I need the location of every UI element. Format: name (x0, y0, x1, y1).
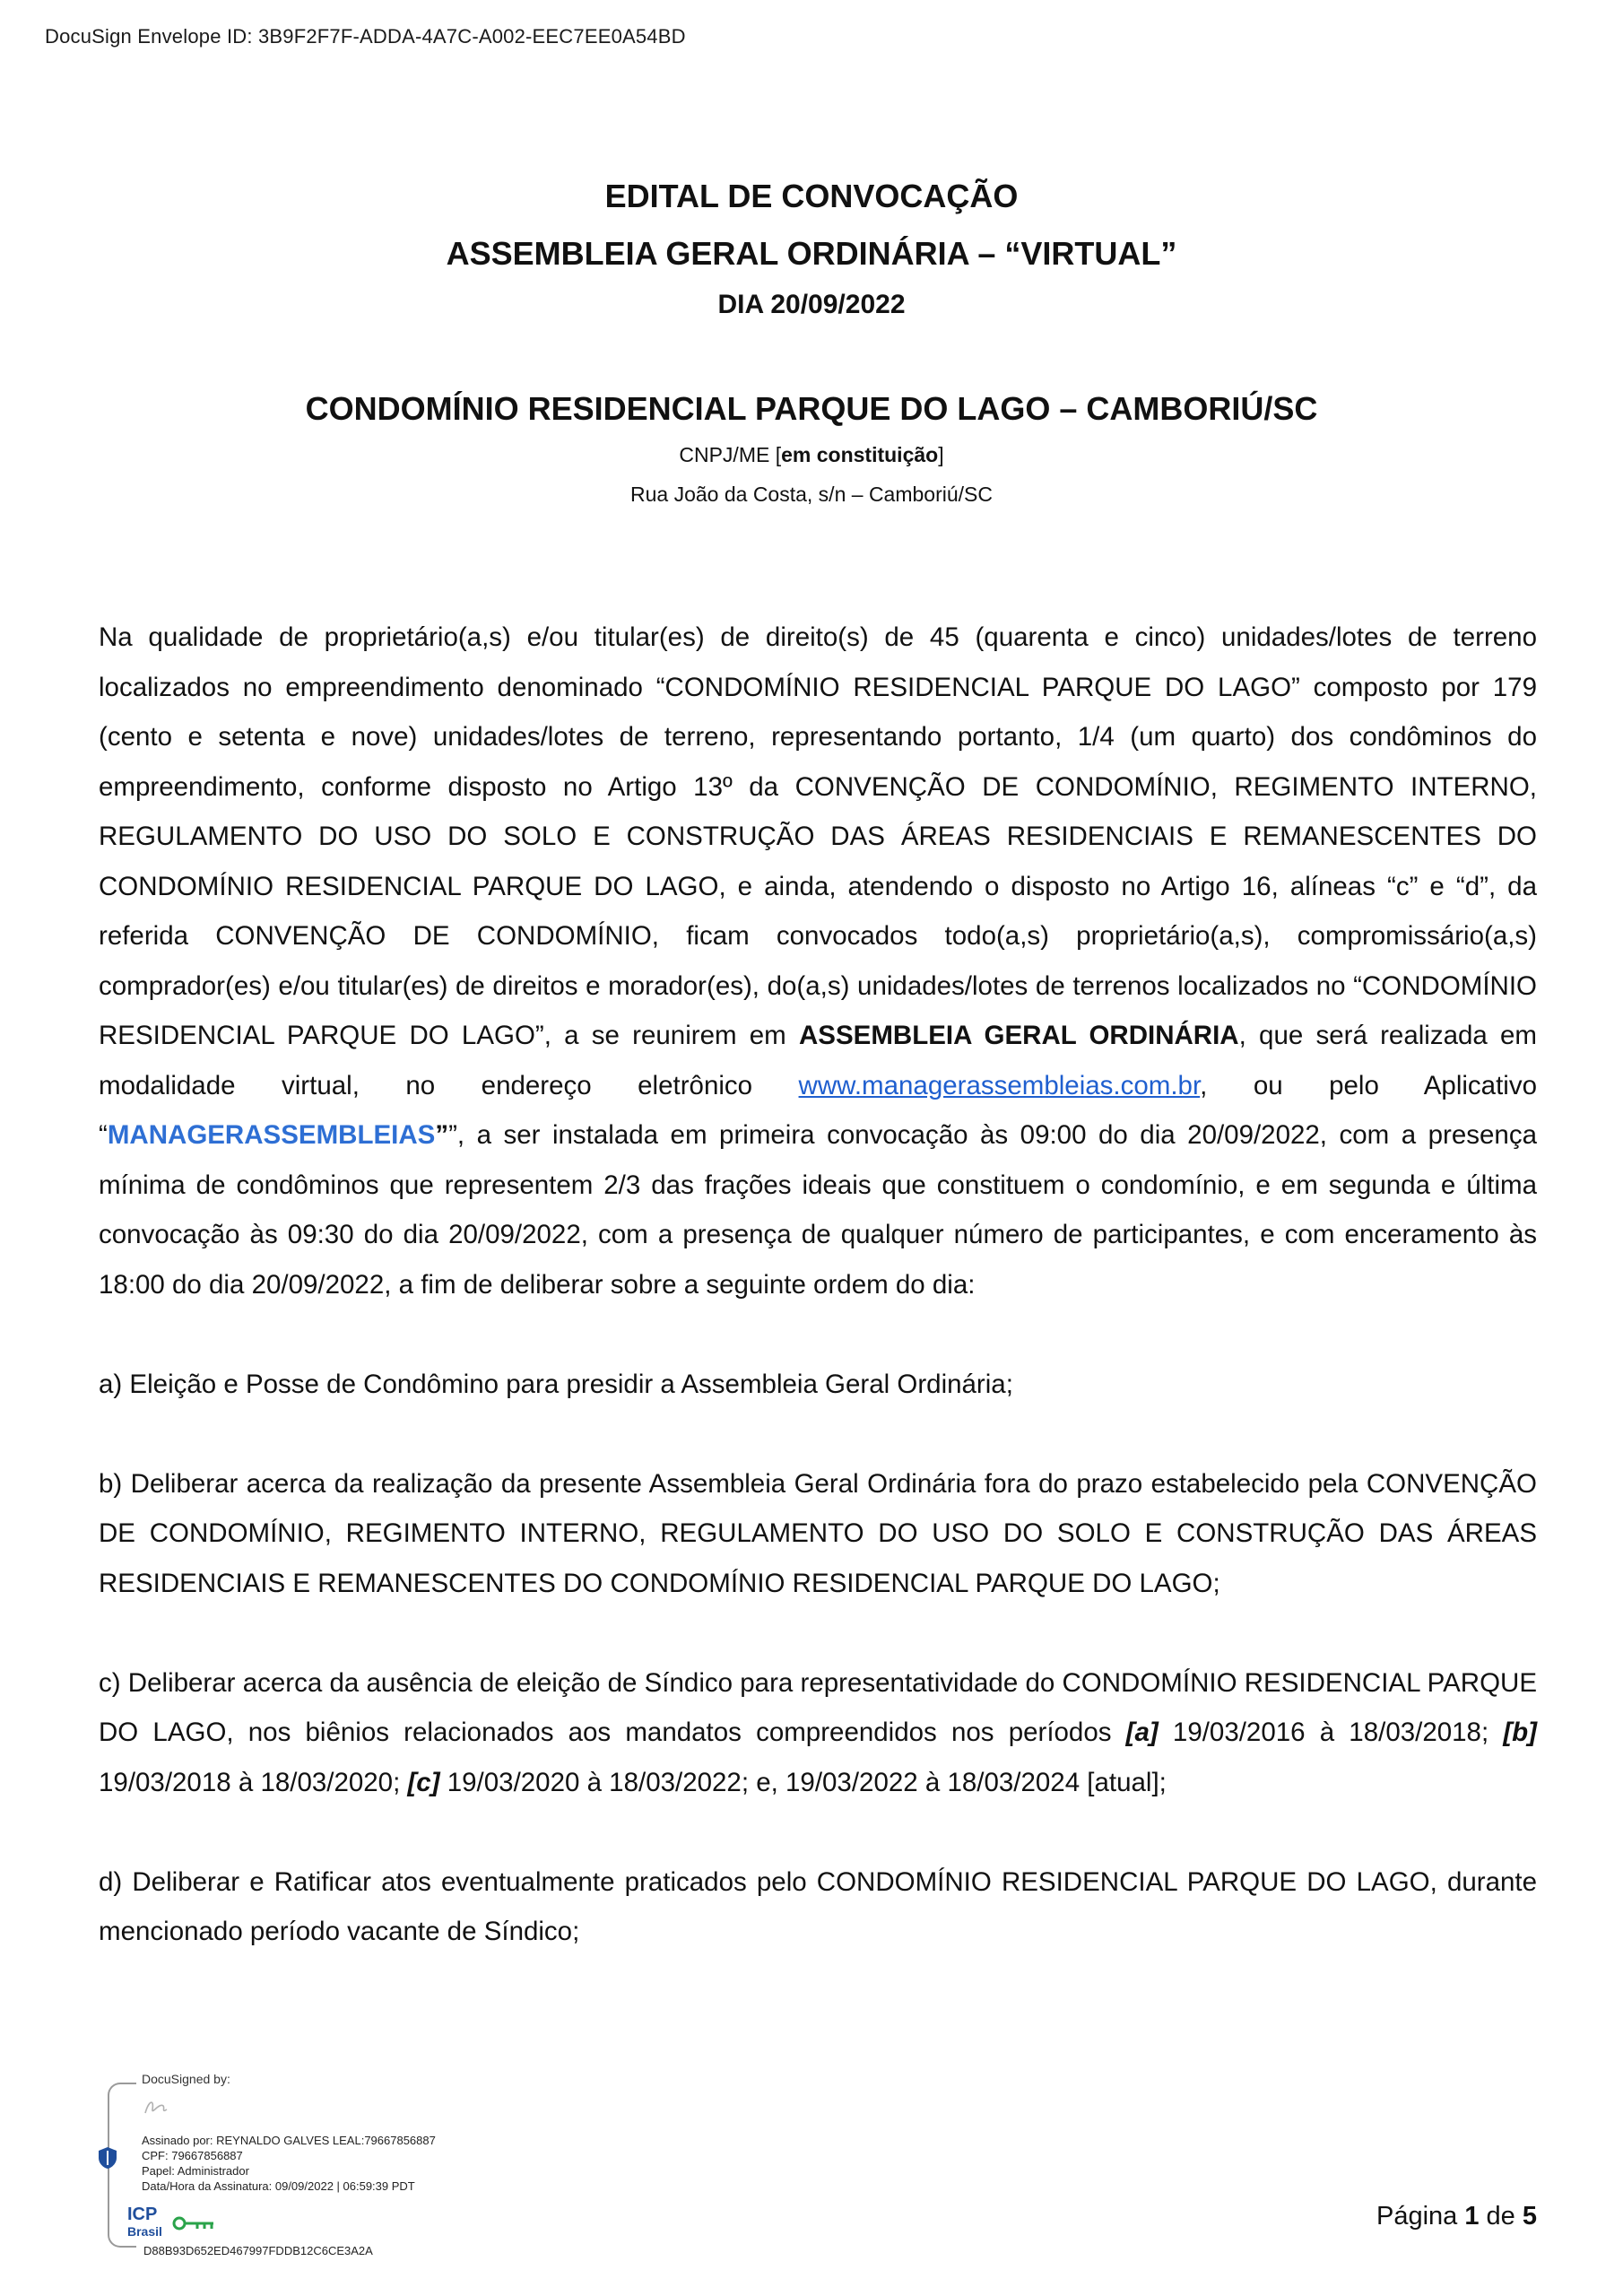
docusigned-by-label: DocuSigned by: (142, 2072, 230, 2086)
docusign-envelope-id: DocuSign Envelope ID: 3B9F2F7F-ADDA-4A7C-A002-EEC7EE0A54BD (45, 25, 686, 48)
signer-cpf: CPF: 79667856887 (142, 2149, 243, 2162)
document-title: EDITAL DE CONVOCAÇÃO (604, 178, 1019, 214)
cnpj-prefix: CNPJ/ME [ (679, 443, 782, 466)
signature-datetime: Data/Hora da Assinatura: 09/09/2022 | 06:59:39 PDT (142, 2179, 415, 2193)
agenda-text: 19/03/2020 à 18/03/2022; e, 19/03/2022 à 18/03/2024 [atual]; (439, 1767, 1167, 1797)
brasil-logo-text: Brasil (127, 2224, 162, 2239)
website-link[interactable]: www.managerassembleias.com.br (798, 1070, 1201, 1100)
page-prefix: Página (1376, 2202, 1465, 2231)
total-pages: 5 (1522, 2202, 1537, 2231)
period-marker-b: [b] (1503, 1718, 1537, 1747)
signature-hash: D88B93D652ED467997FDDB12C6CE3A2A (143, 2244, 373, 2257)
signer-role: Papel: Administrador (142, 2164, 249, 2178)
agenda-item-a: a) Eleição e Posse de Condômino para presidir a Assembleia Geral Ordinária; (99, 1369, 1013, 1399)
icp-logo-text: ICP (127, 2205, 158, 2224)
cnpj-status: em constituição (781, 443, 939, 466)
cnpj-line (0, 443, 1623, 467)
agenda-text: 19/03/2016 à 18/03/2018; (1158, 1718, 1504, 1747)
paragraph-text: Na qualidade de proprietário(a,s) e/ou titular(es) de direito(s) de 45 (quarenta e cinco) unidades/lotes de terreno localizados no empreendimento denominado “CONDOMÍNIO RESIDENCIAL PARQUE DO LAGO” composto por 179 (cento e setenta e nove) unidades/lotes de terreno, representando portanto, 1/4 (um quarto) dos condôminos do empreendimento, conforme disposto no Artigo 13º da CONVENÇÃO DE CONDOMÍNIO, REGIMENTO INTERNO, REGULAMENTO DO USO DO SOLO E CONSTRUÇÃO DAS ÁREAS RESIDENCIAIS E REMANESCENTES DO CONDOMÍNIO RESIDENCIAL PARQUE DO LAGO, e ainda, atendendo o disposto no Artigo 16, alíneas “c” e “d”, da referida CONVENÇÃO DE CONDOMÍNIO, ficam convocados todo(a,s) proprietário(a,s), compromissário(a,s) comprador(es) e/ou titular(es) de direitos e morador(es), do(a,s) unidades/lotes de terrenos localizados no “CONDOMÍNIO RESIDENCIAL PARQUE DO LAGO”, a se reunirem em (99, 622, 1537, 1050)
period-marker-c: [c] (407, 1767, 440, 1797)
signer-name: Assinado por: REYNALDO GALVES LEAL:79667856887 (142, 2134, 436, 2147)
agenda-text: c) Deliberar acerca da ausência de eleição de Síndico para representatividade do CONDOMÍNIO RESIDENCIAL PARQUE DO LAGO, nos biênios relacionados aos mandatos compreendidos nos períodos (99, 1667, 1537, 1747)
current-page: 1 (1464, 2202, 1480, 2231)
signature-scribble-icon (140, 2093, 176, 2125)
page-number (1376, 2202, 1537, 2231)
app-name: MANAGERASSEMBLEIAS (107, 1120, 436, 1150)
assembly-type: ASSEMBLEIA GERAL ORDINÁRIA (798, 1021, 1239, 1050)
shield-icon (97, 2145, 118, 2175)
docusign-signature-block (108, 2072, 529, 2257)
closing-quote: ” (435, 1120, 449, 1150)
paragraph-text: , que será realizada em modalidade virtual, no endereço eletrônico (99, 1021, 1538, 1100)
page-separator: de (1479, 2202, 1523, 2231)
condominium-address: Rua João da Costa, s/n – Camboriú/SC (630, 483, 993, 506)
signature-details (142, 2133, 436, 2194)
agenda-item-c (99, 1658, 1537, 1808)
icp-brasil-logo (127, 2202, 226, 2246)
condominium-name: CONDOMÍNIO RESIDENCIAL PARQUE DO LAGO – CAMBORIÚ/SC (305, 390, 1318, 427)
agenda-item-d: d) Deliberar e Ratificar atos eventualmente praticados pelo CONDOMÍNIO RESIDENCIAL PARQUE DO LAGO, durante mencionado período vacante de Síndico; (99, 1866, 1537, 1946)
cnpj-suffix: ] (938, 443, 944, 466)
convocation-paragraph (99, 613, 1537, 1309)
document-body (99, 613, 1537, 1957)
paragraph-text: ”, a ser instalada em primeira convocação às 09:00 do dia 20/09/2022, com a presença mínima de condôminos que representem 2/3 das frações ideais que constituem o condomínio, e em segunda e última convocação às 09:30 do dia 20/09/2022, com a presença de qualquer número de participantes, e com enceramento às 18:00 do dia 20/09/2022, a fim de deliberar sobre a seguinte ordem do dia: (99, 1120, 1537, 1300)
agenda-text: 19/03/2018 à 18/03/2020; (99, 1767, 408, 1797)
agenda-item-b: b) Deliberar acerca da realização da presente Assembleia Geral Ordinária fora do prazo estabelecido pela CONVENÇÃO DE CONDOMÍNIO, REGIMENTO INTERNO, REGULAMENTO DO USO DO SOLO E CONSTRUÇÃO DAS ÁREAS RESIDENCIAIS E REMANESCENTES DO CONDOMÍNIO RESIDENCIAL PARQUE DO LAGO; (99, 1468, 1537, 1598)
document-subtitle: ASSEMBLEIA GERAL ORDINÁRIA – “VIRTUAL” (446, 235, 1177, 272)
period-marker-a: [a] (1125, 1718, 1159, 1747)
paragraph-text: , ou pelo Aplicativo “ (99, 1070, 1537, 1150)
assembly-date: DIA 20/09/2022 (717, 290, 906, 319)
